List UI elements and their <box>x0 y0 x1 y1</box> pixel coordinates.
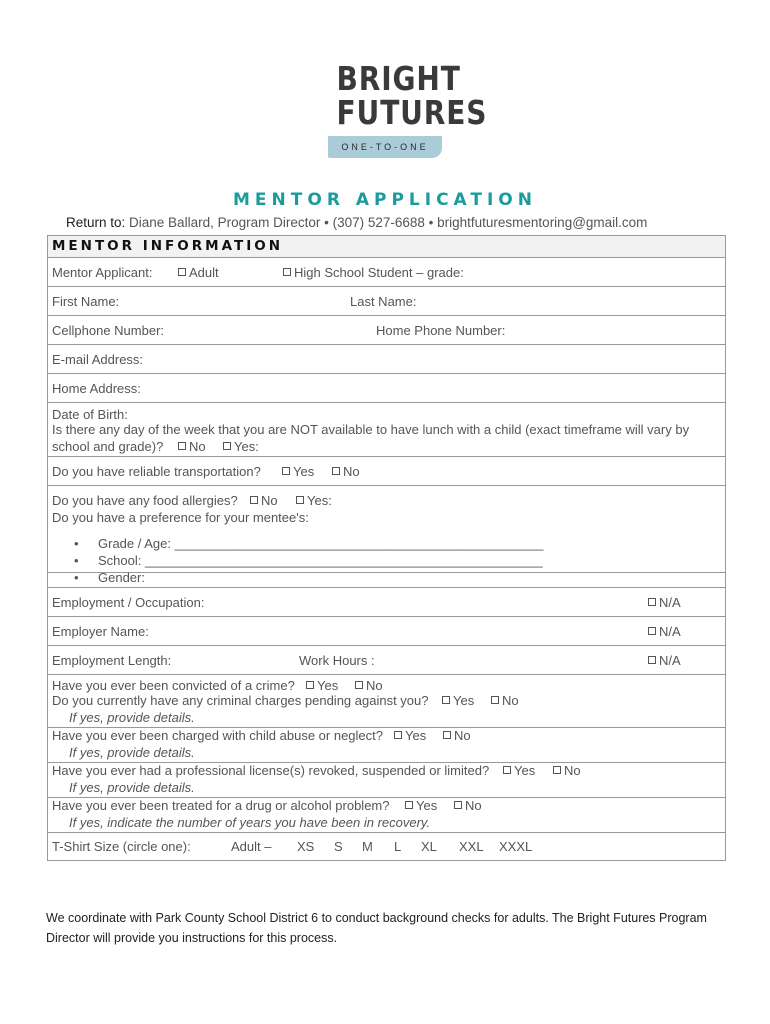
grade-age-field[interactable]: Grade / Age: ___________________________________________________ <box>98 536 544 551</box>
row-employment-length[interactable] <box>48 646 725 675</box>
cellphone-label: Cellphone Number: <box>52 323 165 338</box>
logo-line1: BRIGHT <box>336 59 461 98</box>
work-hours-label: Work Hours : <box>299 653 375 668</box>
license-yes-checkbox[interactable] <box>503 763 535 778</box>
row-address[interactable] <box>48 374 725 403</box>
no-label: No <box>502 693 519 708</box>
transport-question: Do you have reliable transportation? <box>52 464 261 479</box>
na-label: N/A <box>659 595 681 610</box>
row-tshirt <box>48 833 725 861</box>
no-label: No <box>366 678 383 693</box>
no-label: No <box>343 464 360 479</box>
bullet-dot: • <box>74 536 79 551</box>
bullet-dot: • <box>74 570 79 585</box>
row-child-abuse <box>48 728 725 763</box>
license-no-checkbox[interactable] <box>553 763 581 778</box>
length-na-checkbox[interactable] <box>648 653 681 668</box>
drug-note: If yes, indicate the number of years you have been in recovery. <box>69 815 431 830</box>
yes-label: Yes <box>293 464 315 479</box>
yes-label: Yes: <box>234 439 259 454</box>
employer-na-checkbox[interactable] <box>648 624 681 639</box>
charges-note: If yes, provide details. <box>69 710 195 725</box>
page-title: MENTOR APPLICATION <box>233 190 537 210</box>
row-names[interactable] <box>48 287 725 316</box>
return-text: Diane Ballard, Program Director • (307) 527-6688 • brightfuturesmentoring@gmail.com <box>125 215 648 230</box>
preference-question: Do you have a preference for your mentee's: <box>52 510 309 525</box>
row-applicant <box>48 258 725 287</box>
school-field[interactable]: School: _______________________________________________________ <box>98 553 543 568</box>
row-license <box>48 763 725 798</box>
yes-label: Yes <box>416 798 438 813</box>
drug-question: Have you ever been treated for a drug or alcohol problem? <box>52 798 390 813</box>
abuse-yes-checkbox[interactable] <box>394 728 426 743</box>
home-phone-label: Home Phone Number: <box>376 323 506 338</box>
tshirt-label: T-Shirt Size (circle one): <box>52 839 191 854</box>
yes-label: Yes <box>317 678 339 693</box>
yes-label: Yes <box>453 693 475 708</box>
size-s[interactable]: S <box>334 839 343 854</box>
charges-no-checkbox[interactable] <box>491 693 519 708</box>
bullet-dot: • <box>74 553 79 568</box>
availability-question: Is there any day of the week that you are NOT available to have lunch with a child (exact timeframe will vary by <box>52 422 690 437</box>
size-xl[interactable]: XL <box>421 839 437 854</box>
size-m[interactable]: M <box>362 839 373 854</box>
dob-label: Date of Birth: <box>52 407 128 422</box>
no-label: No <box>465 798 482 813</box>
section-header <box>48 236 725 258</box>
transport-yes-checkbox[interactable] <box>282 464 314 479</box>
employment-label: Employment / Occupation: <box>52 595 205 610</box>
drug-yes-checkbox[interactable] <box>405 798 437 813</box>
mentor-form <box>47 235 726 861</box>
tshirt-adult-label: Adult – <box>231 839 272 854</box>
na-label: N/A <box>659 653 681 668</box>
no-label: No <box>454 728 471 743</box>
applicant-label: Mentor Applicant: <box>52 265 153 280</box>
adult-label: Adult <box>189 265 219 280</box>
abuse-note: If yes, provide details. <box>69 745 195 760</box>
hs-label: High School Student – grade: <box>294 265 464 280</box>
transport-no-checkbox[interactable] <box>332 464 360 479</box>
convicted-yes-checkbox[interactable] <box>306 678 338 693</box>
address-label: Home Address: <box>52 381 141 396</box>
allergies-question: Do you have any food allergies? <box>52 493 238 508</box>
row-employer[interactable] <box>48 617 725 646</box>
row-phones[interactable] <box>48 316 725 345</box>
return-label: Return to: <box>66 215 126 230</box>
charges-yes-checkbox[interactable] <box>442 693 474 708</box>
size-l[interactable]: L <box>394 839 402 854</box>
no-label: No <box>189 439 206 454</box>
allergies-yes-checkbox[interactable] <box>296 493 332 508</box>
hs-student-checkbox[interactable] <box>283 265 464 280</box>
size-xxl[interactable]: XXL <box>459 839 484 854</box>
na-label: N/A <box>659 624 681 639</box>
size-xs[interactable]: XS <box>297 839 315 854</box>
no-label: No <box>261 493 278 508</box>
logo-line2: FUTURES <box>336 93 488 132</box>
yes-label: Yes <box>405 728 427 743</box>
row-drug-alcohol <box>48 798 725 833</box>
row-transportation <box>48 457 725 486</box>
size-xxxl[interactable]: XXXL <box>499 839 533 854</box>
bright-futures-logo <box>328 59 488 158</box>
allergies-no-checkbox[interactable] <box>250 493 278 508</box>
row-convicted <box>48 675 725 693</box>
charges-question: Do you currently have any criminal charges pending against you? <box>52 693 429 708</box>
employer-label: Employer Name: <box>52 624 149 639</box>
availability-question-cont: school and grade)? <box>52 439 164 454</box>
availability-yes-checkbox[interactable] <box>223 439 259 454</box>
yes-label: Yes: <box>307 493 332 508</box>
background-check-note: We coordinate with Park County School District 6 to conduct background checks for adults. The Bright Futures Program Director will provide you instructions for this process. <box>46 911 707 945</box>
gender-field[interactable]: Gender: <box>98 570 145 585</box>
employment-na-checkbox[interactable] <box>648 595 681 610</box>
last-name-label: Last Name: <box>350 294 417 309</box>
abuse-no-checkbox[interactable] <box>443 728 471 743</box>
email-label: E-mail Address: <box>52 352 144 367</box>
row-employment[interactable] <box>48 587 725 617</box>
no-label: No <box>564 763 581 778</box>
license-note: If yes, provide details. <box>69 780 195 795</box>
convicted-no-checkbox[interactable] <box>355 678 383 693</box>
employment-length-label: Employment Length: <box>52 653 172 668</box>
adult-checkbox[interactable] <box>178 265 219 280</box>
row-charges-pending <box>48 693 725 728</box>
availability-no-checkbox[interactable] <box>178 439 206 454</box>
abuse-question: Have you ever been charged with child abuse or neglect? <box>52 728 383 743</box>
license-question: Have you ever had a professional license(s) revoked, suspended or limited? <box>52 763 490 778</box>
convicted-question: Have you ever been convicted of a crime? <box>52 678 295 693</box>
logo-tagline: ONE-TO-ONE <box>328 136 442 158</box>
yes-label: Yes <box>514 763 536 778</box>
drug-no-checkbox[interactable] <box>454 798 482 813</box>
row-dob[interactable] <box>48 403 725 422</box>
section-title: MENTOR INFORMATION <box>52 238 283 254</box>
return-line <box>66 215 647 230</box>
first-name-label: First Name: <box>52 294 120 309</box>
row-allergies-preferences <box>48 486 725 585</box>
row-email[interactable] <box>48 345 725 374</box>
row-availability <box>48 422 725 457</box>
